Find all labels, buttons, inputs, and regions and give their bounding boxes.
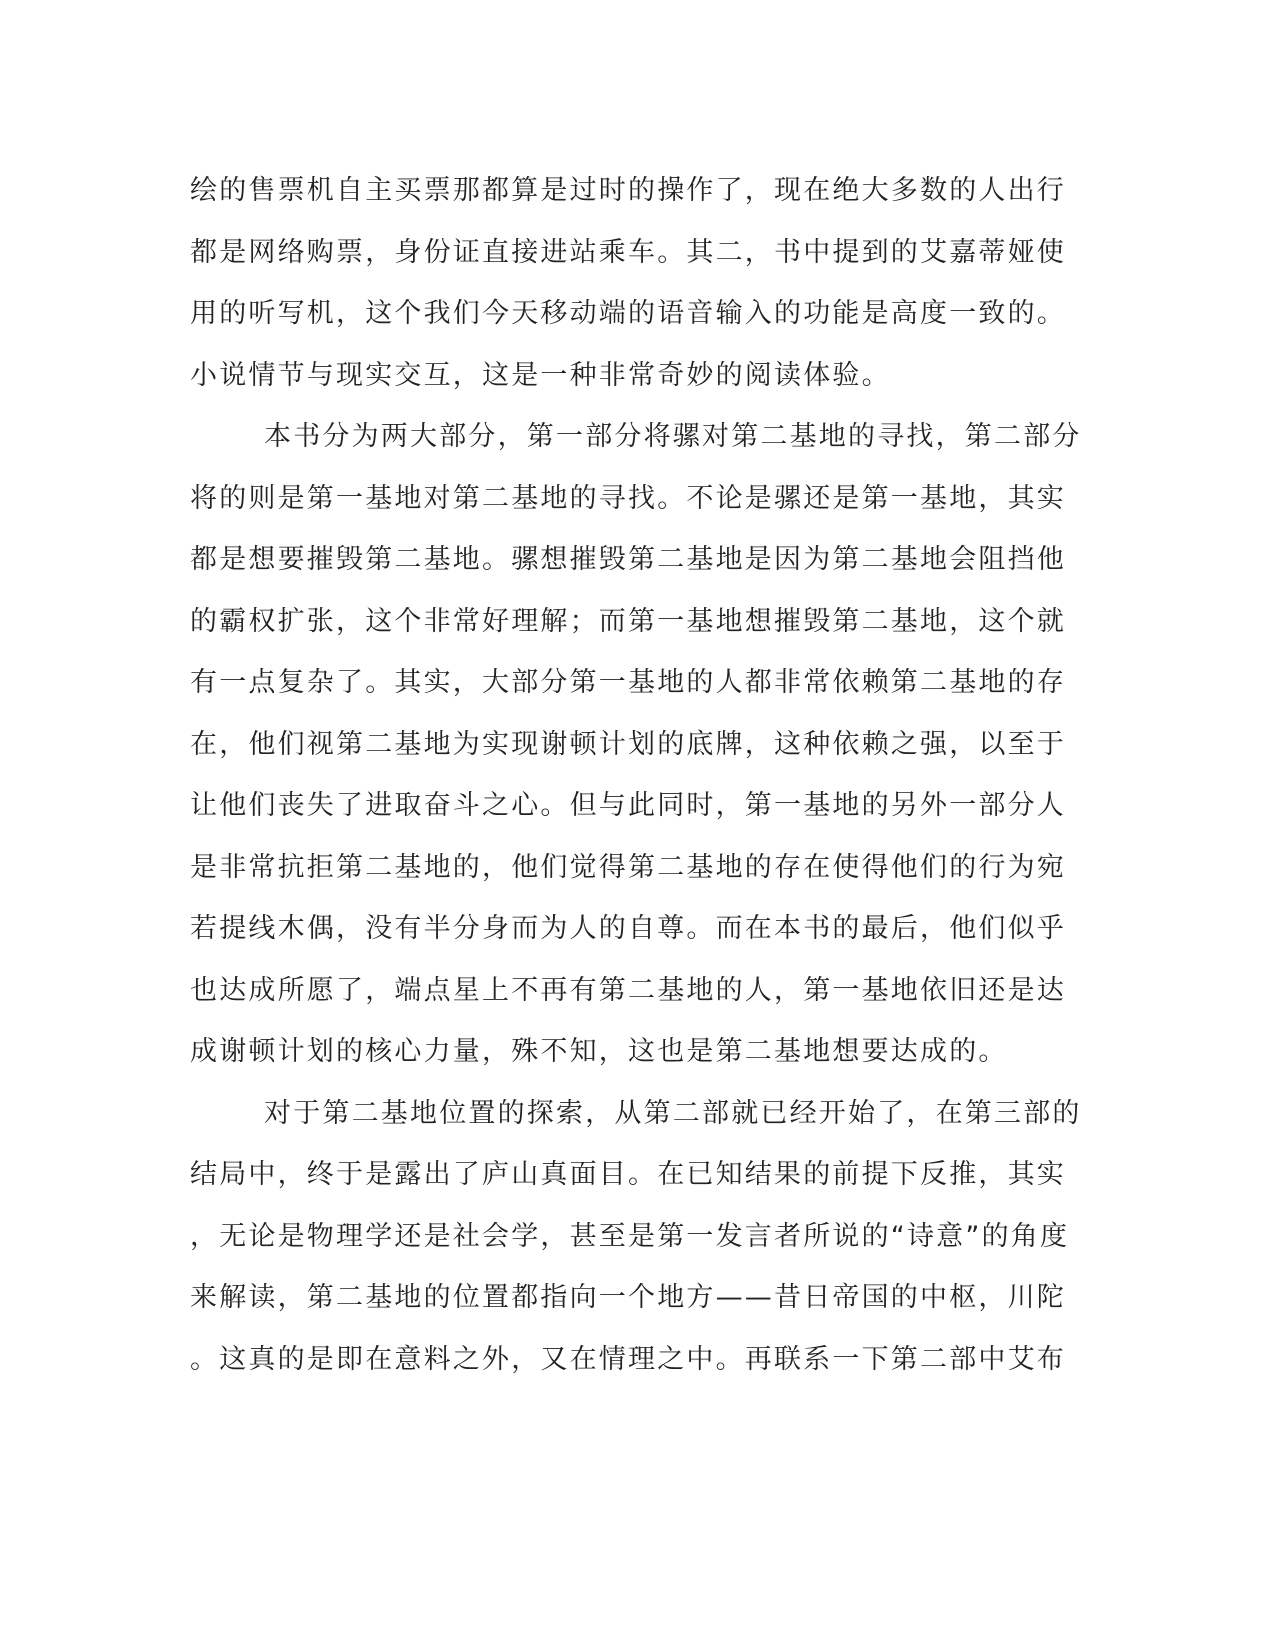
- body-text: [190, 160, 1090, 1390]
- paragraph-3-line-5: 。这真的是即在意料之外，又在情理之中。再联系一下第二部中艾布: [190, 1343, 1066, 1375]
- paragraph-2-line-11: 成谢顿计划的核心力量，殊不知，这也是第二基地想要达成的。: [190, 1036, 1008, 1067]
- paragraph-2-line-1: 本书分为两大部分，第一部分将骡对第二基地的寻找，第二部分: [264, 421, 1082, 452]
- paragraph-2-line-7: 让他们丧失了进取奋斗之心。但与此同时，第一基地的另外一部分人: [190, 790, 1066, 821]
- paragraph-2-line-8: 是非常抗拒第二基地的，他们觉得第二基地的存在使得他们的行为宛: [190, 851, 1066, 883]
- paragraph-2-line-4: 的霸权扩张，这个非常好理解；而第一基地想摧毁第二基地，这个就: [190, 605, 1066, 637]
- paragraph-2-line-2: 将的则是第一基地对第二基地的寻找。不论是骡还是第一基地，其实: [190, 482, 1066, 514]
- paragraph-2-line-6: 在，他们视第二基地为实现谢顿计划的底牌，这种依赖之强，以至于: [190, 728, 1066, 760]
- paragraph-2-line-5: 有一点复杂了。其实，大部分第一基地的人都非常依赖第二基地的存: [190, 667, 1066, 698]
- text-line-2: 都是网络购票，身份证直接进站乘车。其二，书中提到的艾嘉蒂娅使: [190, 236, 1066, 268]
- paragraph-3-line-2: 结局中，终于是露出了庐山真面目。在已知结果的前提下反推，其实: [190, 1159, 1066, 1190]
- paragraph-3-line-3: ，无论是物理学还是社会学，甚至是第一发言者所说的“诗意”的角度: [190, 1220, 1070, 1252]
- text-line-4: 小说情节与现实交互，这是一种非常奇妙的阅读体验。: [190, 359, 891, 391]
- paragraph-2-line-9: 若提线木偶，没有半分身而为人的自尊。而在本书的最后，他们似乎: [190, 913, 1066, 944]
- paragraph-3-line-4: 来解读，第二基地的位置都指向一个地方——昔日帝国的中枢，川陀: [190, 1282, 1066, 1313]
- paragraph-3-line-1: 对于第二基地位置的探索，从第二部就已经开始了，在第三部的: [264, 1097, 1082, 1129]
- text-line-1: 绘的售票机自主买票那都算是过时的操作了，现在绝大多数的人出行: [190, 175, 1066, 206]
- paragraph-2-line-10: 也达成所愿了，端点星上不再有第二基地的人，第一基地依旧还是达: [190, 974, 1066, 1006]
- paragraph-2-line-3: 都是想要摧毁第二基地。骡想摧毁第二基地是因为第二基地会阻挡他: [190, 544, 1066, 575]
- text-line-3: 用的听写机，这个我们今天移动端的语音输入的功能是高度一致的。: [190, 298, 1066, 329]
